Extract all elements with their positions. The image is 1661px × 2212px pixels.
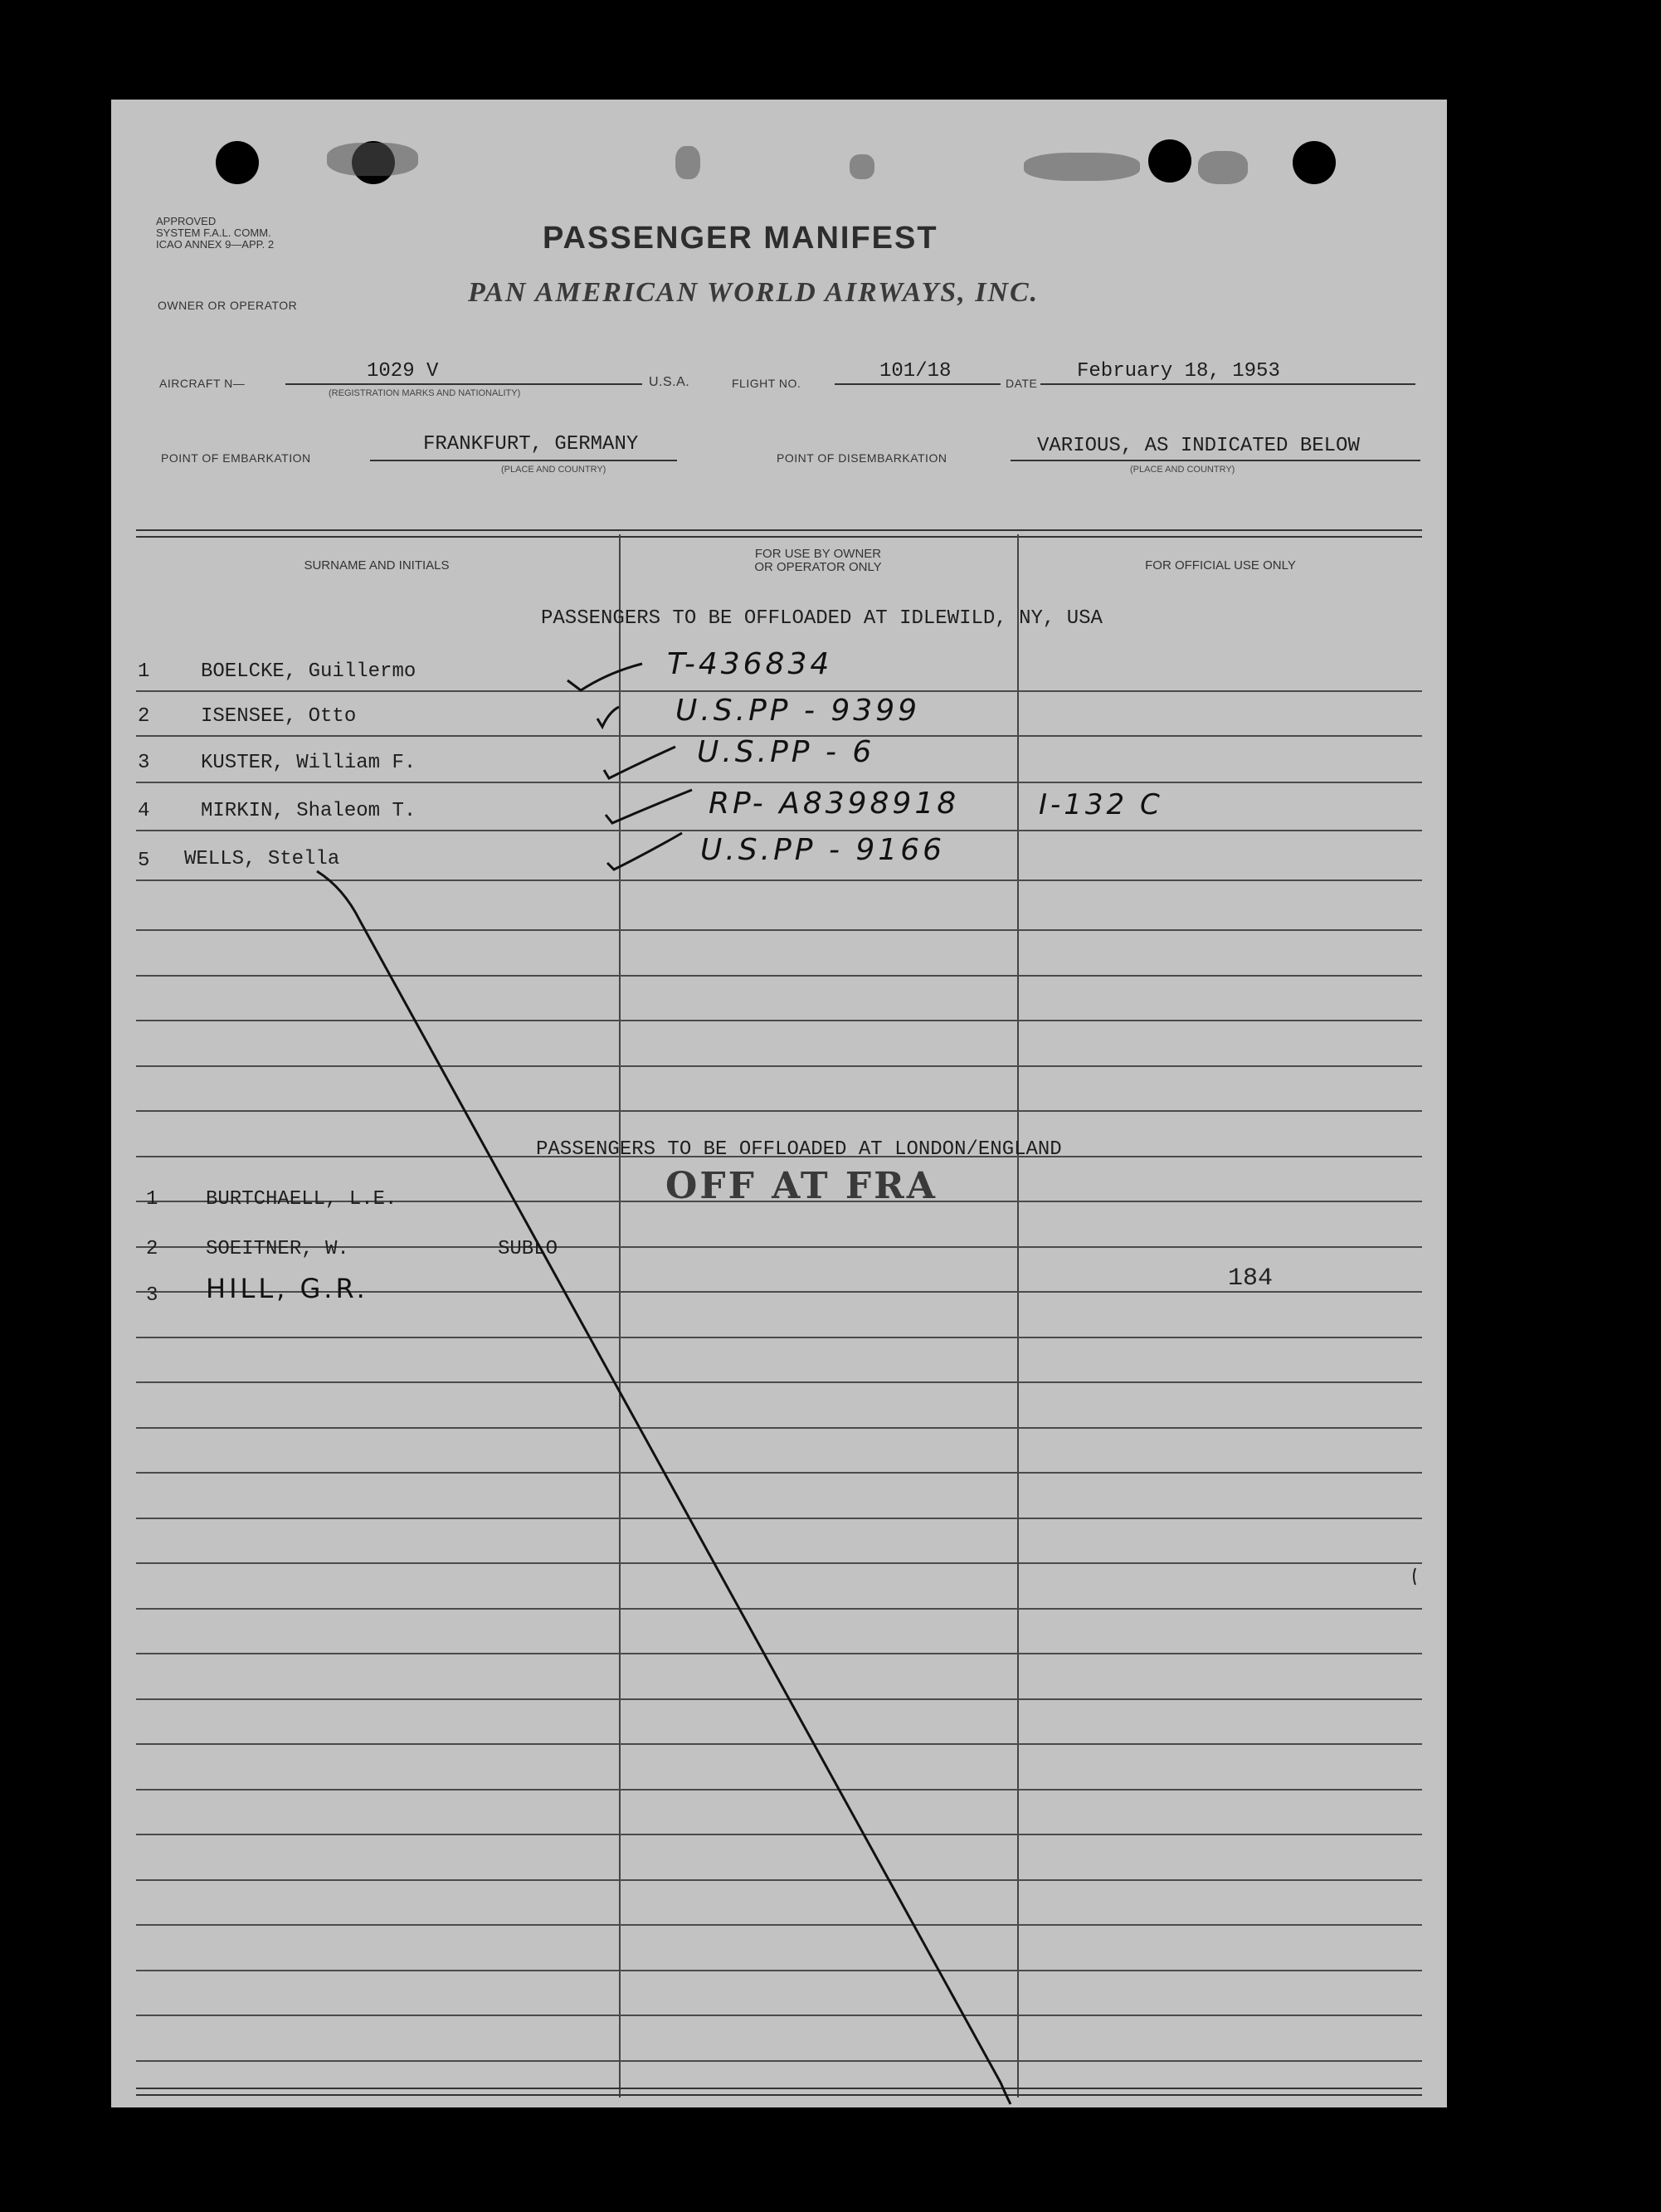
disembarkation-label: POINT OF DISEMBARKATION [777,451,947,465]
owner-label: OWNER OR OPERATOR [158,299,298,312]
row-number: 3 [146,1284,158,1307]
flight-label: FLIGHT NO. [732,377,801,390]
document-number: U.S.PP - 9399 [675,694,920,728]
approval-note: APPROVED SYSTEM F.A.L. COMM. ICAO ANNEX 9—APP. 2 [156,215,275,251]
passenger-name: ISENSEE, Otto [201,705,357,728]
section-heading: PASSENGERS TO BE OFFLOADED AT LONDON/ENGLAND [536,1138,1062,1161]
passenger-name: BURTCHAELL, L.E. [206,1188,397,1211]
off-at-fra-stamp: OFF AT FRA [665,1165,938,1207]
column-header-surname: SURNAME AND INITIALS [304,558,450,572]
date-value: February 18, 1953 [1077,360,1280,382]
embarkation-value: FRANKFURT, GERMANY [423,433,639,456]
document-number: U.S.PP - 6 [697,735,875,769]
row-number: 2 [146,1238,158,1260]
flight-value: 101/18 [879,360,952,382]
official-notation: 184 [1228,1264,1274,1293]
passenger-name: MIRKIN, Shaleom T. [201,800,416,822]
passenger-remark: SUBLO [498,1238,558,1260]
manifest-page [111,100,1447,2107]
aircraft-value: 1029 V [367,360,439,382]
check-mark [607,833,682,870]
embarkation-label: POINT OF EMBARKATION [161,451,311,465]
passenger-name: BOELCKE, Guillermo [201,660,416,683]
place-hint: (PLACE AND COUNTRY) [501,465,606,475]
column-header-official: FOR OFFICIAL USE ONLY [1145,558,1296,572]
column-header-owner: FOR USE BY OWNER OR OPERATOR ONLY [754,547,882,574]
row-number: 4 [138,800,150,822]
date-label: DATE [1006,377,1038,390]
document-number: U.S.PP - 9166 [700,833,945,867]
registration-hint: (REGISTRATION MARKS AND NATIONALITY) [329,388,521,398]
row-number: 5 [138,850,150,872]
form-title: PASSENGER MANIFEST [543,221,938,256]
check-mark [606,790,692,823]
country-label: U.S.A. [649,375,690,389]
disembarkation-value: VARIOUS, AS INDICATED BELOW [1037,435,1360,457]
rule-mark [1414,1568,1415,1585]
check-mark [604,747,675,778]
passenger-name: HILL, G.R. [206,1273,368,1304]
company-name: PAN AMERICAN WORLD AIRWAYS, INC. [468,277,1040,308]
row-number: 3 [138,752,150,774]
document-number: T-436834 [667,647,833,681]
official-notation: I-132 C [1039,788,1163,821]
document-number: RP- A8398918 [709,787,960,821]
place-hint: (PLACE AND COUNTRY) [1130,465,1235,475]
check-mark [597,707,619,727]
row-number: 1 [138,660,150,683]
passenger-name: WELLS, Stella [184,848,340,870]
passenger-name: SOEITNER, W. [206,1238,349,1260]
row-number: 2 [138,705,150,728]
strike-through-line [317,871,1011,2104]
handwritten-marks [111,100,1447,2107]
section-heading: PASSENGERS TO BE OFFLOADED AT IDLEWILD, NY, USA [541,607,1103,630]
aircraft-label: AIRCRAFT N— [159,377,246,390]
row-number: 1 [146,1188,158,1211]
check-mark [567,664,642,690]
passenger-name: KUSTER, William F. [201,752,416,774]
